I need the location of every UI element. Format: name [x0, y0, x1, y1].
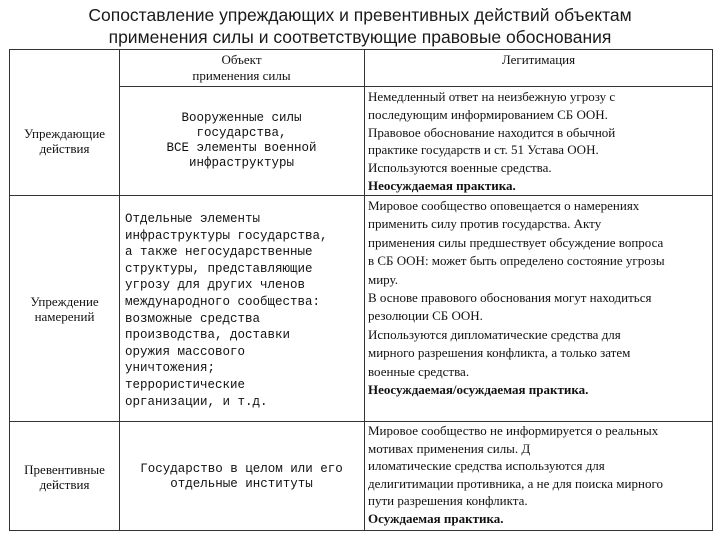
comparison-table	[9, 49, 713, 531]
row-2-object-line: международного сообщества:	[125, 294, 321, 309]
row-3-legitimation-line: мотивах применения силы. Д	[368, 440, 531, 456]
row-2-verdict: Неосуждаемая/осуждаемая практика.	[368, 382, 589, 398]
row-2-object-line: возможные средства	[125, 311, 261, 326]
row-2-legitimation	[368, 197, 713, 399]
row-2-legitimation-line: резолюции СБ ООН.	[368, 308, 483, 324]
row-2-legitimation-line: в СБ ООН: может быть определено состояние угрозы	[368, 253, 665, 269]
row-2-legitimation-line: Используются дипломатические средства для	[368, 326, 621, 342]
row-1-legitimation-line: Используются военные средства.	[368, 160, 552, 176]
row-2-legitimation-line: В основе правового обоснования могут находиться	[368, 290, 652, 306]
row-2-object-line: Отдельные элементы	[125, 212, 261, 226]
column-divider-2	[364, 50, 365, 530]
row-2-type-line-2: намерений	[34, 309, 95, 324]
row-2-object-line: угрозу для других членов	[125, 278, 306, 293]
row-3-type-line-1: Превентивные	[24, 461, 105, 477]
header-object-line-2: применения силы	[192, 67, 291, 83]
row-2-object	[125, 211, 364, 410]
row-2-object-line: оружия массового	[125, 344, 246, 359]
row-3-type	[10, 422, 119, 532]
header-legitimation-text: Легитимация	[501, 52, 576, 67]
row-1-legitimation-line: практике государств и ст. 51 Устава ООН.	[368, 142, 599, 158]
row-3-legitimation-line: Мировое сообщество не информируется о реальных	[368, 423, 659, 438]
row-2-type	[10, 196, 119, 422]
row-3-legitimation-line: пути разрешения конфликта.	[368, 493, 528, 509]
header-object-line-1: Объект	[221, 52, 262, 67]
page-title	[0, 4, 720, 48]
row-3-verdict: Осуждаемая практика.	[368, 510, 504, 526]
row-1-object-line: государства,	[196, 125, 287, 140]
header-legitimation	[364, 52, 713, 68]
row-1-type-line-2: действия	[39, 141, 90, 156]
row-2-object-line: организации, и т.д.	[125, 394, 268, 409]
title-line-1: Сопоставление упреждающих и превентивных действий объектам	[88, 5, 632, 25]
row-1-object-line: инфраструктуры	[188, 156, 295, 171]
row-3-type-line-2: действия	[39, 477, 90, 492]
row-2-legitimation-line: Мировое сообщество оповещается о намерениях	[368, 198, 640, 213]
header-object	[119, 52, 364, 83]
row-2-legitimation-line: миру.	[368, 271, 398, 287]
row-2-object-line: инфраструктуры государства,	[125, 228, 328, 243]
row-1-legitimation-line: Немедленный ответ на неизбежную угрозу с	[368, 89, 616, 104]
row-2-legitimation-line: применить силу против государства. Акту	[368, 216, 602, 232]
row-3-object-line: отдельные институты	[170, 477, 313, 491]
row-2-object-line: уничтожения;	[125, 361, 216, 376]
row-2-object-line: а также негосударственные	[125, 245, 313, 260]
row-2-object-line: структуры, представляющие	[125, 261, 313, 276]
row-1-legitimation-line: последующим информированием СБ ООН.	[368, 106, 608, 122]
row-2-legitimation-line: применения силы предшествует обсуждение вопроса	[368, 234, 664, 250]
row-1-type	[10, 86, 119, 196]
row-1-object-line: ВСЕ элементы военной	[166, 141, 317, 155]
row-2-object-line: производства, доставки	[125, 328, 291, 343]
row-3-legitimation	[368, 422, 713, 528]
row-2-object-line: террористические	[125, 377, 246, 392]
row-2-legitimation-line: мирного разрешения конфликта, а только затем	[368, 345, 631, 361]
title-line-2: применения силы и соответствующие правовые обоснования	[108, 27, 612, 47]
row-1-verdict: Неосуждаемая практика.	[368, 177, 516, 193]
row-1-object	[119, 86, 364, 196]
row-2-type-line-1: Упреждение	[30, 293, 99, 309]
row-1-legitimation	[368, 88, 713, 195]
row-3-legitimation-line: делигитимации противника, а не для поиска мирного	[368, 475, 663, 491]
row-1-type-line-1: Упреждающие	[23, 125, 106, 141]
row-3-object-line: Государство в целом или его	[140, 461, 343, 476]
row-1-legitimation-line: Правовое обоснование находится в обычной	[368, 124, 616, 140]
row-3-object	[119, 422, 364, 532]
row-3-legitimation-line: иломатические средства используются для	[368, 458, 605, 474]
row-2-legitimation-line: военные средства.	[368, 363, 470, 379]
row-1-object-line: Вооруженные силы	[181, 110, 302, 125]
